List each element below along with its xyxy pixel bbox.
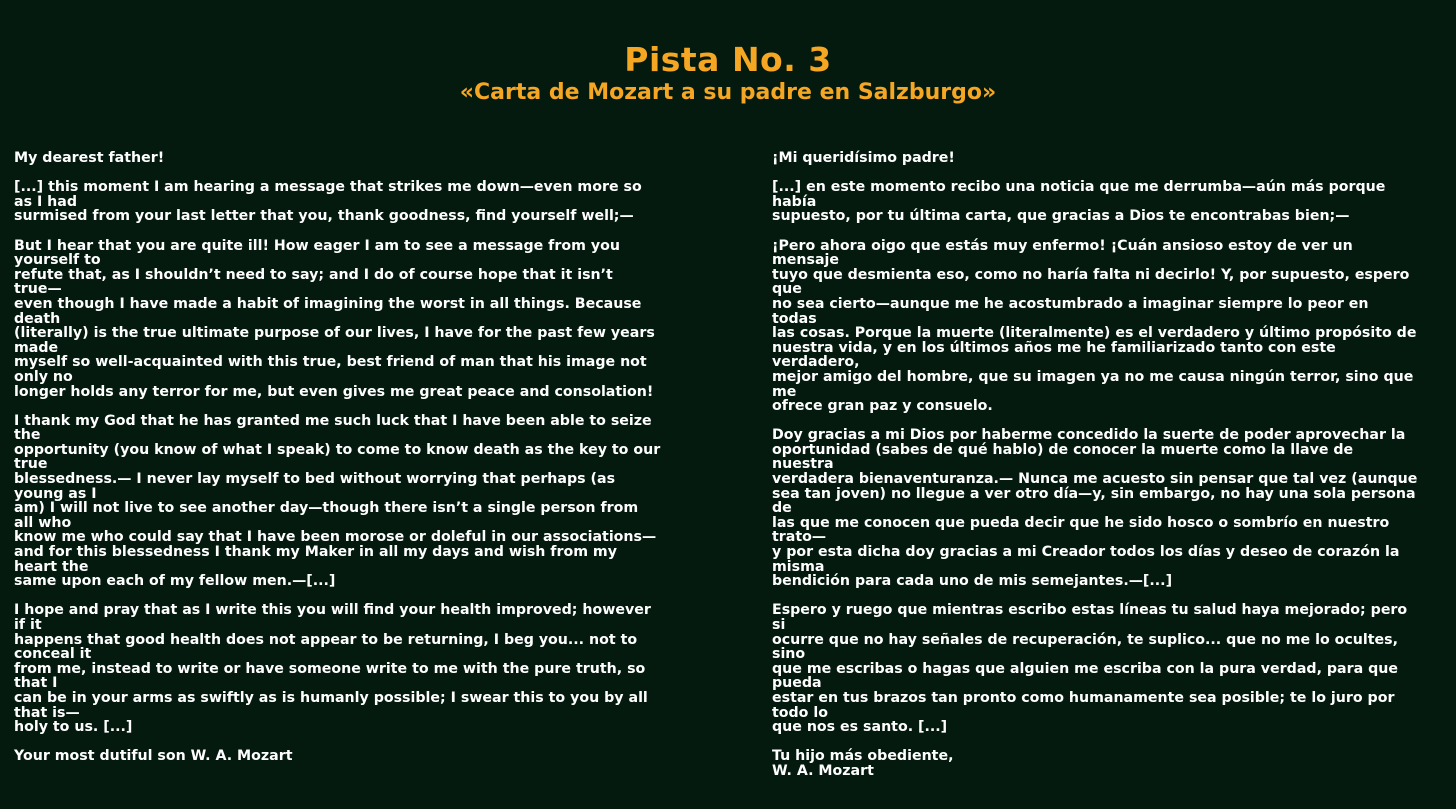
spanish-text-line: todas — [772, 310, 817, 327]
spanish-letter-column — [772, 151, 1452, 793]
english-text-line: true — [14, 456, 48, 473]
english-text-line: But I hear that you are quite ill! How eager I am to see a message from you — [14, 237, 620, 254]
spanish-text-line: todo lo — [772, 704, 828, 721]
english-text-line: surmised from your last letter that you, thank goodness, find yourself well;— — [14, 208, 634, 225]
spanish-text-line: nuestra vida, y en los últimos años me he familiarizado tanto con este — [772, 339, 1336, 356]
spanish-text-line: ocurre que no hay señales de recuperación, te suplico... que no me lo ocultes, — [772, 631, 1398, 648]
spanish-text-line: mensaje — [772, 252, 840, 269]
english-text-line: refute that, as I shouldn’t need to say; and I do of course hope that it isn’t — [14, 266, 613, 283]
english-text-line: death — [14, 310, 61, 327]
spanish-text-line: W. A. Mozart — [772, 762, 874, 779]
english-text-line: can be in your arms as swiftly as is humanly possible; I swear this to you by all — [14, 689, 648, 706]
spanish-text-line: las que me conocen que pueda decir que he sido hosco o sombrío en nuestro — [772, 514, 1390, 531]
english-paragraph — [14, 603, 704, 734]
spanish-text-line: que me escribas o hagas que alguien me escriba con la pura verdad, para que — [772, 660, 1399, 677]
english-text-line: myself so well-acquainted with this true, best friend of man that his image not — [14, 354, 647, 371]
spanish-text-line: supuesto, por tu última carta, que gracias a Dios te encontrabas bien;— — [772, 208, 1350, 225]
spanish-paragraph — [772, 151, 1452, 166]
english-text-line: made — [14, 339, 59, 356]
english-text-line: yourself to — [14, 252, 101, 269]
english-paragraph — [14, 151, 704, 166]
spanish-text-line: verdadera bienaventuranza.— Nunca me acuesto sin pensar que tal vez (aunque — [772, 471, 1418, 488]
english-paragraph — [14, 239, 704, 400]
english-text-line: same upon each of my fellow men.—[...] — [14, 573, 336, 590]
spanish-text-line: que — [772, 281, 802, 298]
spanish-text-line: las cosas. Porque la muerte (literalmente) es el verdadero y último propósito de — [772, 325, 1417, 342]
page-title: Pista No. 3 — [624, 40, 832, 79]
spanish-text-line: [...] en este momento recibo una noticia que me derrumba—aún más porque — [772, 179, 1386, 196]
english-text-line: all who — [14, 514, 72, 531]
spanish-text-line: si — [772, 617, 786, 633]
spanish-text-line: me — [772, 383, 797, 400]
spanish-text-line: Espero y ruego que mientras escribo estas líneas tu salud haya mejorado; pero — [772, 602, 1408, 619]
spanish-paragraph — [772, 180, 1452, 224]
english-text-line: if it — [14, 617, 42, 633]
english-text-line: Your most dutiful son W. A. Mozart — [14, 748, 293, 765]
english-text-line: and for this blessedness I thank my Maker in all my days and wish from my — [14, 544, 617, 561]
english-text-line: young as I — [14, 485, 97, 502]
spanish-text-line: ofrece gran paz y consuelo. — [772, 398, 993, 415]
spanish-text-line: mejor amigo del hombre, que su imagen ya no me causa ningún terror, sino que — [772, 368, 1414, 385]
english-text-line: heart the — [14, 558, 89, 575]
spanish-text-line: trato— — [772, 529, 827, 546]
english-paragraph — [14, 749, 704, 764]
english-text-line: holy to us. [...] — [14, 719, 133, 736]
english-text-line: even though I have made a habit of imagining the worst in all things. Because — [14, 295, 642, 312]
spanish-paragraph — [772, 749, 1452, 778]
spanish-text-line: de — [772, 500, 792, 517]
page-subtitle: «Carta de Mozart a su padre en Salzburgo» — [459, 80, 997, 105]
spanish-text-line: había — [772, 193, 817, 210]
spanish-text-line: bendición para cada uno de mis semejantes.—[...] — [772, 573, 1173, 590]
english-text-line: am) I will not live to see another day—though there isn’t a single person from — [14, 500, 639, 517]
english-text-line: My dearest father! — [14, 150, 165, 166]
spanish-text-line: Tu hijo más obediente, — [772, 748, 954, 765]
spanish-text-line: pueda — [772, 675, 822, 692]
english-text-line: blessedness.— I never lay myself to bed without worrying that perhaps (as — [14, 471, 616, 488]
spanish-text-line: misma — [772, 558, 825, 575]
spanish-text-line: oportunidad (sabes de qué hablo) de conocer la muerte como la llave de — [772, 441, 1354, 458]
page-header — [0, 40, 1456, 106]
spanish-text-line: sea tan joven) no llegue a ver otro día—y, sin embargo, no hay una sola persona — [772, 485, 1416, 502]
english-paragraph — [14, 414, 704, 589]
spanish-text-line: verdadero, — [772, 354, 860, 371]
english-text-line: conceal it — [14, 646, 92, 663]
english-text-line: as I had — [14, 193, 78, 210]
english-text-line: that I — [14, 675, 58, 692]
spanish-text-line: ¡Pero ahora oigo que estás muy enfermo! ¡Cuán ansioso estoy de ver un — [772, 237, 1353, 254]
english-text-line: I thank my God that he has granted me such luck that I have been able to seize — [14, 412, 652, 429]
spanish-paragraph — [772, 428, 1452, 589]
english-text-line: longer holds any terror for me, but even gives me great peace and consolation! — [14, 383, 654, 400]
spanish-text-line: sino — [772, 646, 806, 663]
english-paragraph — [14, 180, 704, 224]
spanish-text-line: tuyo que desmienta eso, como no haría falta ni decirlo! Y, por supuesto, espero — [772, 266, 1410, 283]
english-text-line: [...] this moment I am hearing a message that strikes me down—even more so — [14, 179, 642, 196]
spanish-paragraph — [772, 239, 1452, 414]
english-letter-column — [14, 151, 704, 779]
spanish-paragraph — [772, 603, 1452, 734]
english-text-line: opportunity (you know of what I speak) to come to know death as the key to our — [14, 441, 661, 458]
spanish-text-line: y por esta dicha doy gracias a mi Creador todos los días y deseo de corazón la — [772, 544, 1400, 561]
english-text-line: true— — [14, 281, 62, 298]
english-text-line: only no — [14, 368, 73, 385]
spanish-text-line: no sea cierto—aunque me he acostumbrado a imaginar siempre lo peor en — [772, 295, 1369, 312]
spanish-text-line: nuestra — [772, 456, 834, 473]
english-text-line: the — [14, 427, 41, 444]
english-text-line: that is— — [14, 704, 80, 721]
spanish-text-line: ¡Mi queridísimo padre! — [772, 150, 955, 166]
spanish-text-line: Doy gracias a mi Dios por haberme concedido la suerte de poder aprovechar la — [772, 427, 1406, 444]
english-text-line: happens that good health does not appear to be returning, I beg you... not to — [14, 631, 638, 648]
spanish-text-line: estar en tus brazos tan pronto como humanamente sea posible; te lo juro por — [772, 689, 1395, 706]
spanish-text-line: que nos es santo. [...] — [772, 719, 948, 736]
english-text-line: (literally) is the true ultimate purpose of our lives, I have for the past few years — [14, 325, 655, 342]
english-text-line: I hope and pray that as I write this you will find your health improved; however — [14, 602, 651, 619]
english-text-line: know me who could say that I have been morose or doleful in our associations— — [14, 529, 657, 546]
english-text-line: from me, instead to write or have someone write to me with the pure truth, so — [14, 660, 646, 677]
